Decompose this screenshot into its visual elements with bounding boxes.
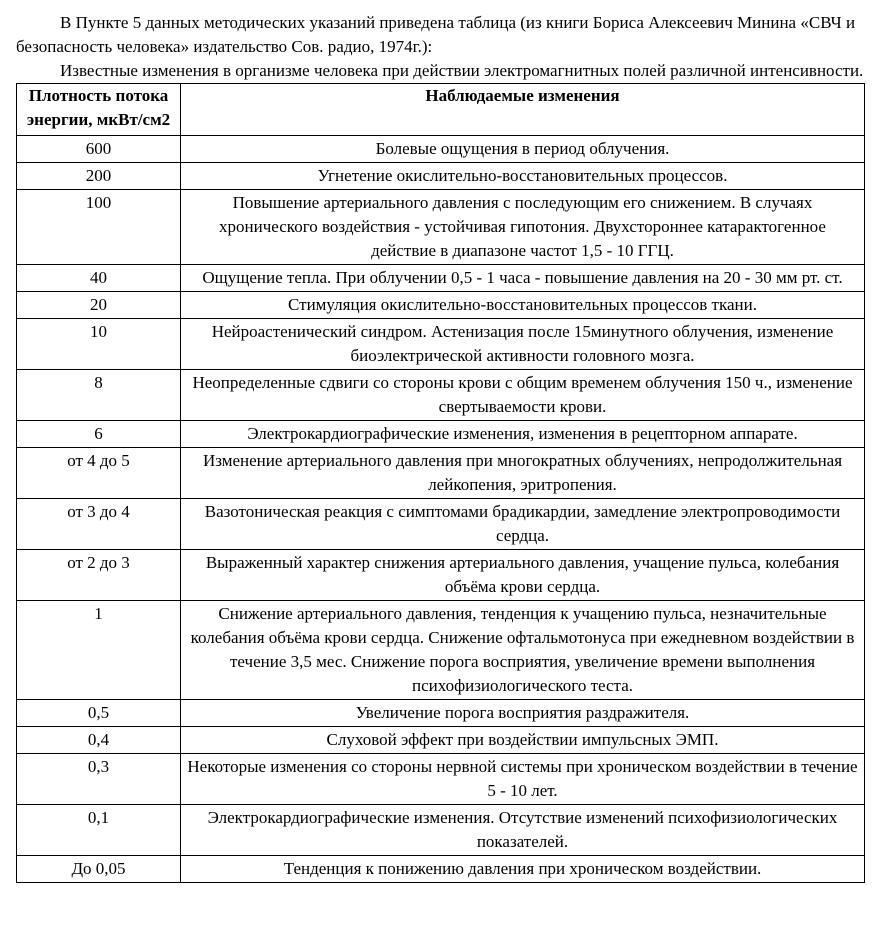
document-page [16,11,864,883]
table-row [17,265,865,292]
header-energy-density: Плотность потока энергии, мкВт/см2 [17,84,181,136]
table-row [17,601,865,700]
energy-density-cell: от 4 до 5 [17,448,181,499]
effects-table [16,83,865,883]
table-body [17,136,865,883]
table-row [17,727,865,754]
energy-density-cell: 20 [17,292,181,319]
energy-density-cell: от 3 до 4 [17,499,181,550]
table-row [17,421,865,448]
table-row [17,448,865,499]
intro-paragraph-table-caption: Известные изменения в организме человека при действии электромагнитных полей различной интенсивности. [60,61,864,80]
energy-density-cell: от 2 до 3 [17,550,181,601]
intro-text [16,11,864,83]
table-row [17,163,865,190]
table-row [17,136,865,163]
observed-changes-cell: Увеличение порога восприятия раздражителя. [181,700,865,727]
observed-changes-cell: Электрокардиографические изменения. Отсутствие изменений психофизиологических показателей. [181,805,865,856]
energy-density-cell: До 0,05 [17,856,181,883]
observed-changes-cell: Болевые ощущения в период облучения. [181,136,865,163]
table-row [17,292,865,319]
table-header-row [17,84,865,136]
energy-density-cell: 40 [17,265,181,292]
observed-changes-cell: Электрокардиографические изменения, изменения в рецепторном аппарате. [181,421,865,448]
observed-changes-cell: Повышение артериального давления с последующим его снижением. В случаях хронического воздействия - устойчивая гипотония. Двухстороннее катарактогенное действие в диапазоне частот 1,5 - 10 ГГЦ. [181,190,865,265]
energy-density-cell: 600 [17,136,181,163]
observed-changes-cell: Снижение артериального давления, тенденция к учащению пульса, незначительные колебания объёма крови сердца. Снижение офтальмотонуса при ежедневном воздействии в течение 3,5 мес. Снижение порога восприятия, увеличение времени выполнения психофизиологического теста. [181,601,865,700]
table-row [17,700,865,727]
energy-density-cell: 8 [17,370,181,421]
observed-changes-cell: Некоторые изменения со стороны нервной системы при хроническом воздействии в течение 5 - 10 лет. [181,754,865,805]
table-row [17,805,865,856]
energy-density-cell: 10 [17,319,181,370]
energy-density-cell: 1 [17,601,181,700]
table-row [17,754,865,805]
energy-density-cell: 200 [17,163,181,190]
table-row [17,856,865,883]
observed-changes-cell: Выраженный характер снижения артериального давления, учащение пульса, колебания объёма крови сердца. [181,550,865,601]
observed-changes-cell: Тенденция к понижению давления при хроническом воздействии. [181,856,865,883]
table-row [17,499,865,550]
observed-changes-cell: Угнетение окислительно-восстановительных процессов. [181,163,865,190]
table-row [17,190,865,265]
energy-density-cell: 0,1 [17,805,181,856]
observed-changes-cell: Слуховой эффект при воздействии импульсных ЭМП. [181,727,865,754]
energy-density-cell: 100 [17,190,181,265]
table-row [17,370,865,421]
observed-changes-cell: Стимуляция окислительно-восстановительных процессов ткани. [181,292,865,319]
observed-changes-cell: Нейроастенический синдром. Астенизация после 15минутного облучения, изменение биоэлектрической активности головного мозга. [181,319,865,370]
header-observed-changes: Наблюдаемые изменения [181,84,865,136]
observed-changes-cell: Вазотоническая реакция с симптомами брадикардии, замедление электропроводимости сердца. [181,499,865,550]
observed-changes-cell: Неопределенные сдвиги со стороны крови с общим временем облучения 150 ч., изменение свертываемости крови. [181,370,865,421]
energy-density-cell: 0,4 [17,727,181,754]
energy-density-cell: 0,3 [17,754,181,805]
table-row [17,319,865,370]
energy-density-cell: 0,5 [17,700,181,727]
intro-paragraph-source: В Пункте 5 данных методических указаний приведена таблица (из книги Бориса Алексеевич Минина «СВЧ и безопасность человека» издательство Сов. радио, 1974г.): [16,13,856,56]
table-row [17,550,865,601]
energy-density-cell: 6 [17,421,181,448]
observed-changes-cell: Изменение артериального давления при многократных облучениях, непродолжительная лейкопения, эритропения. [181,448,865,499]
observed-changes-cell: Ощущение тепла. При облучении 0,5 - 1 часа - повышение давления на 20 - 30 мм рт. ст. [181,265,865,292]
